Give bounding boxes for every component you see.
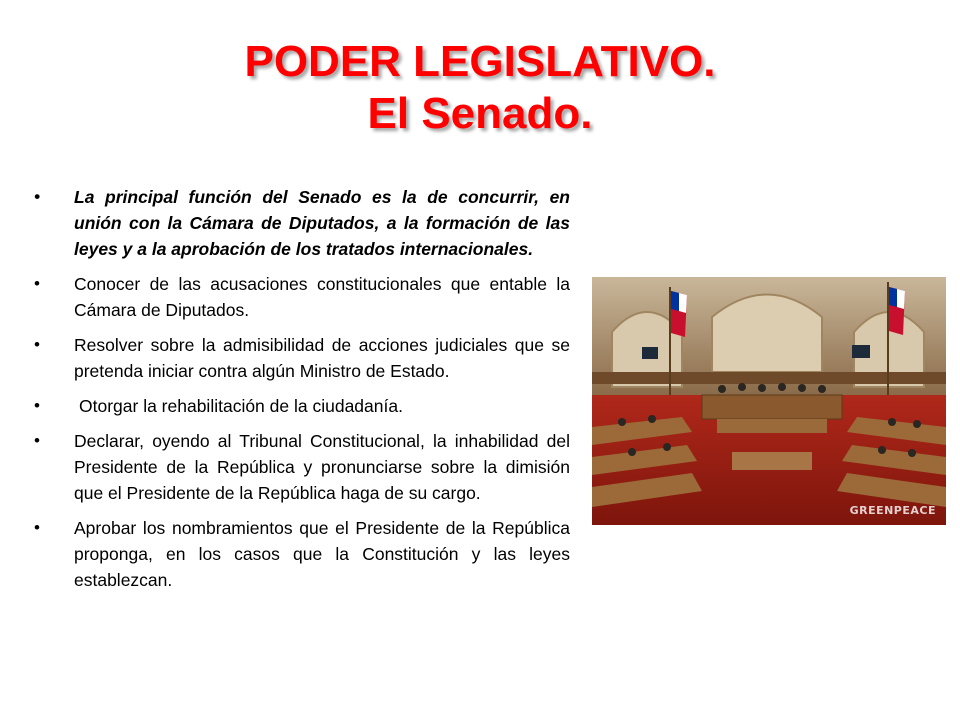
bullet-dot: • [34, 431, 40, 450]
bullet-dot: • [34, 396, 40, 415]
bullet-list [34, 184, 570, 602]
bullet-text: Declarar, oyendo al Tribunal Constitucional, la inhabilidad del Presidente de la República y pronunciarse sobre la dimisión que el Presidente de la República haga de su cargo. [74, 431, 570, 503]
photo-watermark: GREENPEACE [849, 504, 936, 517]
bullet-text: La principal función del Senado es la de concurrir, en unión con la Cámara de Diputados, a la formación de las leyes y a la aprobación de los tratados internacionales. [74, 187, 570, 259]
title-line-1: PODER LEGISLATIVO. [244, 37, 716, 86]
bullet-text: Resolver sobre la admisibilidad de acciones judiciales que se pretenda iniciar contra algún Ministro de Estado. [74, 335, 570, 381]
slide-title [0, 36, 960, 140]
bullet-item [34, 393, 570, 419]
bullet-text: Conocer de las acusaciones constitucionales que entable la Cámara de Diputados. [74, 274, 570, 320]
bullet-text: Aprobar los nombramientos que el Presidente de la República proponga, en los casos que la Constitución y las leyes establezcan. [74, 518, 570, 590]
title-line-2: El Senado. [367, 89, 593, 138]
bullet-item [34, 271, 570, 323]
bullet-text: Otorgar la rehabilitación de la ciudadanía. [79, 396, 403, 416]
bullet-dot: • [34, 187, 40, 206]
bullet-dot: • [34, 335, 40, 354]
senate-chamber-illustration [592, 277, 946, 525]
bullet-dot: • [34, 518, 40, 537]
bullet-item [34, 332, 570, 384]
bullet-item [34, 515, 570, 593]
bullet-item [34, 184, 570, 262]
bullet-item [34, 428, 570, 506]
bullet-dot: • [34, 274, 40, 293]
senate-chamber-photo [592, 277, 946, 525]
